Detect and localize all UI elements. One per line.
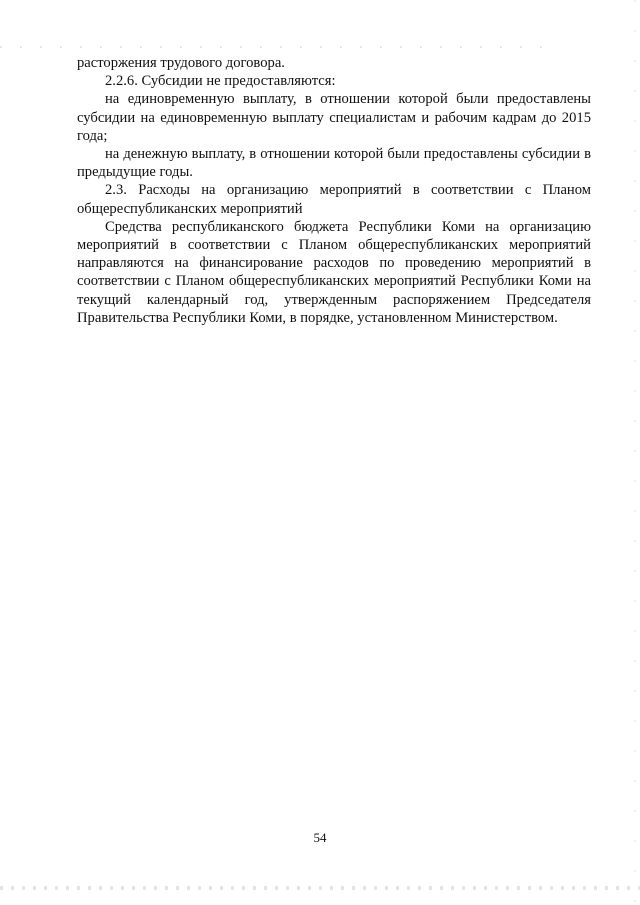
page-number: 54 bbox=[313, 830, 327, 845]
paragraph-contract-termination: расторжения трудового договора. bbox=[77, 55, 285, 71]
paragraph-section-2-2-6: 2.2.6. Субсидии не предоставляются: bbox=[105, 73, 336, 90]
paragraph-lump-sum-payment: на единовременную выплату, в отношении которой были предоставлены субсидии на единовременную выплату специалистам и рабочим кадрам до 2015 года; bbox=[77, 91, 591, 144]
paragraph-budget-funds: Средства республиканского бюджета Республики Коми на организацию мероприятий в соответствии с Планом общереспубликанских мероприятий направляются на финансирование расходов по проведению мероприятий в соответствии с Планом общереспубликанских мероприятий Республики Коми на текущий календарный год, утвержденным распоряжением Председателя Правительства Республики Коми, в порядке, установленном Министерством. bbox=[77, 218, 591, 326]
scan-artifact-right bbox=[634, 0, 636, 905]
paragraph-cash-payment: на денежную выплату, в отношении которой были предоставлены субсидии в предыдущие годы. bbox=[77, 146, 591, 181]
paragraph-section-2-3: 2.3. Расходы на организацию мероприятий в соответствии с Планом общереспубликанских мероприятий bbox=[77, 182, 591, 217]
document-body bbox=[77, 54, 591, 327]
scan-artifact-top bbox=[0, 46, 560, 48]
scan-artifact-bottom bbox=[0, 886, 640, 890]
